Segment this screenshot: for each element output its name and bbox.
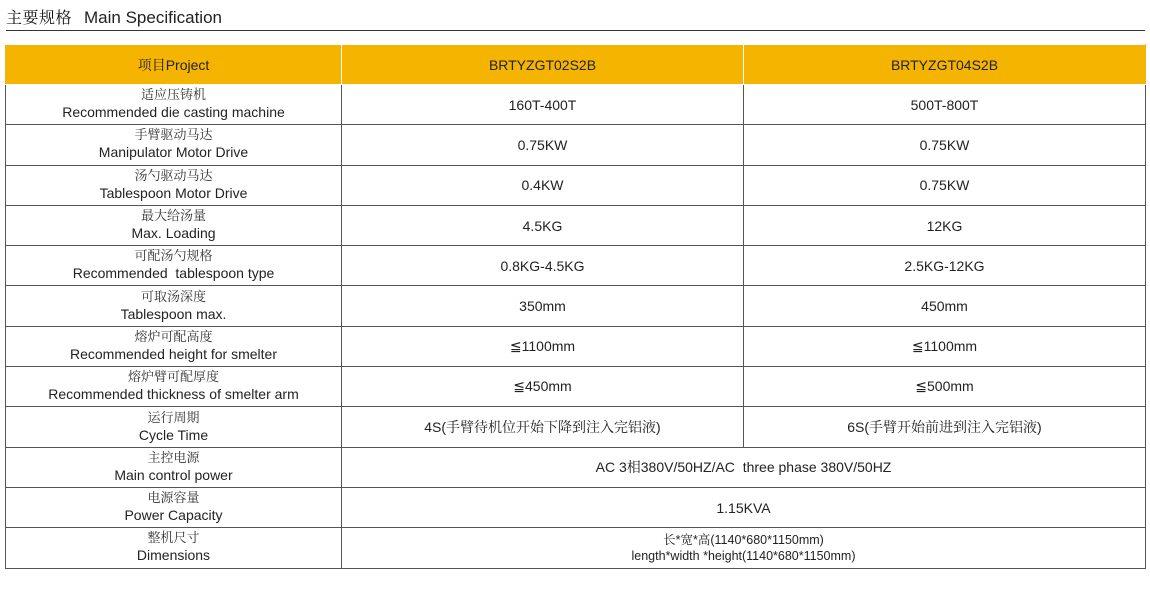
row-label <box>6 85 342 125</box>
label-en: Tablespoon max. <box>120 305 227 322</box>
label-en: Recommended height for smelter <box>70 345 277 362</box>
header-model-a: BRTYZGT02S2B <box>342 45 744 85</box>
label-en: Tablespoon Motor Drive <box>99 184 248 201</box>
label-zh: 可配汤勺规格 <box>134 249 213 265</box>
value-model-b: 500T-800T <box>744 85 1146 125</box>
table-row <box>6 487 1146 527</box>
label-en: Max. Loading <box>131 225 216 242</box>
table-row <box>6 367 1146 407</box>
value-model-a: ≦450mm <box>342 367 744 407</box>
label-zh: 汤勺驱动马达 <box>134 168 213 184</box>
value-model-b: 6S(手臂开始前进到注入完铝液) <box>744 407 1146 447</box>
header-project: 项目Project <box>6 45 342 85</box>
section-title-en: Main Specification <box>84 8 222 27</box>
table-row <box>6 326 1146 366</box>
value-model-a: 160T-400T <box>342 85 744 125</box>
header-model-b: BRTYZGT04S2B <box>744 45 1146 85</box>
table-row <box>6 407 1146 447</box>
label-en: Recommended die casting machine <box>62 104 285 121</box>
value-model-a: ≦1100mm <box>342 326 744 366</box>
row-label <box>6 407 342 447</box>
table-row <box>6 447 1146 487</box>
value-model-a: 0.75KW <box>342 125 744 165</box>
table-row <box>6 125 1146 165</box>
label-zh: 熔炉可配高度 <box>134 329 213 345</box>
table-row <box>6 85 1146 125</box>
spec-table <box>5 44 1146 569</box>
value-model-b: 450mm <box>744 286 1146 326</box>
section-title-zh: 主要规格 <box>6 8 73 27</box>
spec-table-body <box>6 85 1146 569</box>
value-model-b: ≦1100mm <box>744 326 1146 366</box>
row-label <box>6 125 342 165</box>
label-en: Manipulator Motor Drive <box>98 144 249 161</box>
value-merged: AC 3相380V/50HZ/AC three phase 380V/50HZ <box>342 447 1146 487</box>
label-zh: 可取汤深度 <box>140 289 206 305</box>
dimensions-zh: 长*宽*高(1140*680*1150mm) <box>663 532 824 547</box>
value-model-a: 350mm <box>342 286 744 326</box>
label-en: Recommended thickness of smelter arm <box>48 386 299 403</box>
value-merged: 1.15KVA <box>342 487 1146 527</box>
value-model-b: 0.75KW <box>744 125 1146 165</box>
row-label <box>6 367 342 407</box>
value-model-b: 12KG <box>744 205 1146 245</box>
label-en: Main control power <box>114 466 233 483</box>
value-model-a: 0.8KG-4.5KG <box>342 246 744 286</box>
row-label <box>6 487 342 527</box>
value-model-a: 0.4KW <box>342 165 744 205</box>
row-label <box>6 528 342 568</box>
label-zh: 最大给汤量 <box>140 209 206 225</box>
table-row <box>6 246 1146 286</box>
header-row <box>6 45 1146 85</box>
label-zh: 电源容量 <box>147 491 200 507</box>
row-label <box>6 326 342 366</box>
table-row <box>6 205 1146 245</box>
table-row <box>6 286 1146 326</box>
label-zh: 主控电源 <box>147 450 200 466</box>
value-model-b: ≦500mm <box>744 367 1146 407</box>
label-en: Dimensions <box>136 547 211 564</box>
table-row <box>6 165 1146 205</box>
label-zh: 手臂驱动马达 <box>134 128 213 144</box>
label-zh: 适应压铸机 <box>140 88 206 104</box>
value-model-b: 2.5KG-12KG <box>744 246 1146 286</box>
row-label <box>6 246 342 286</box>
label-zh: 运行周期 <box>147 410 200 426</box>
value-model-b: 0.75KW <box>744 165 1146 205</box>
label-zh: 熔炉臂可配厚度 <box>127 370 219 386</box>
label-en: Recommended tablespoon type <box>72 265 275 282</box>
row-label <box>6 447 342 487</box>
label-en: Cycle Time <box>138 426 209 443</box>
dimensions-en: length*width *height(1140*680*1150mm) <box>631 548 856 563</box>
row-label <box>6 205 342 245</box>
spec-table-header <box>6 45 1146 85</box>
value-model-a: 4.5KG <box>342 205 744 245</box>
row-label <box>6 165 342 205</box>
section-heading <box>6 6 222 28</box>
value-merged <box>342 528 1146 568</box>
table-row <box>6 528 1146 568</box>
heading-divider <box>6 30 1145 31</box>
label-en: Power Capacity <box>124 507 223 524</box>
row-label <box>6 286 342 326</box>
label-zh: 整机尺寸 <box>147 531 200 547</box>
value-model-a: 4S(手臂待机位开始下降到注入完铝液) <box>342 407 744 447</box>
